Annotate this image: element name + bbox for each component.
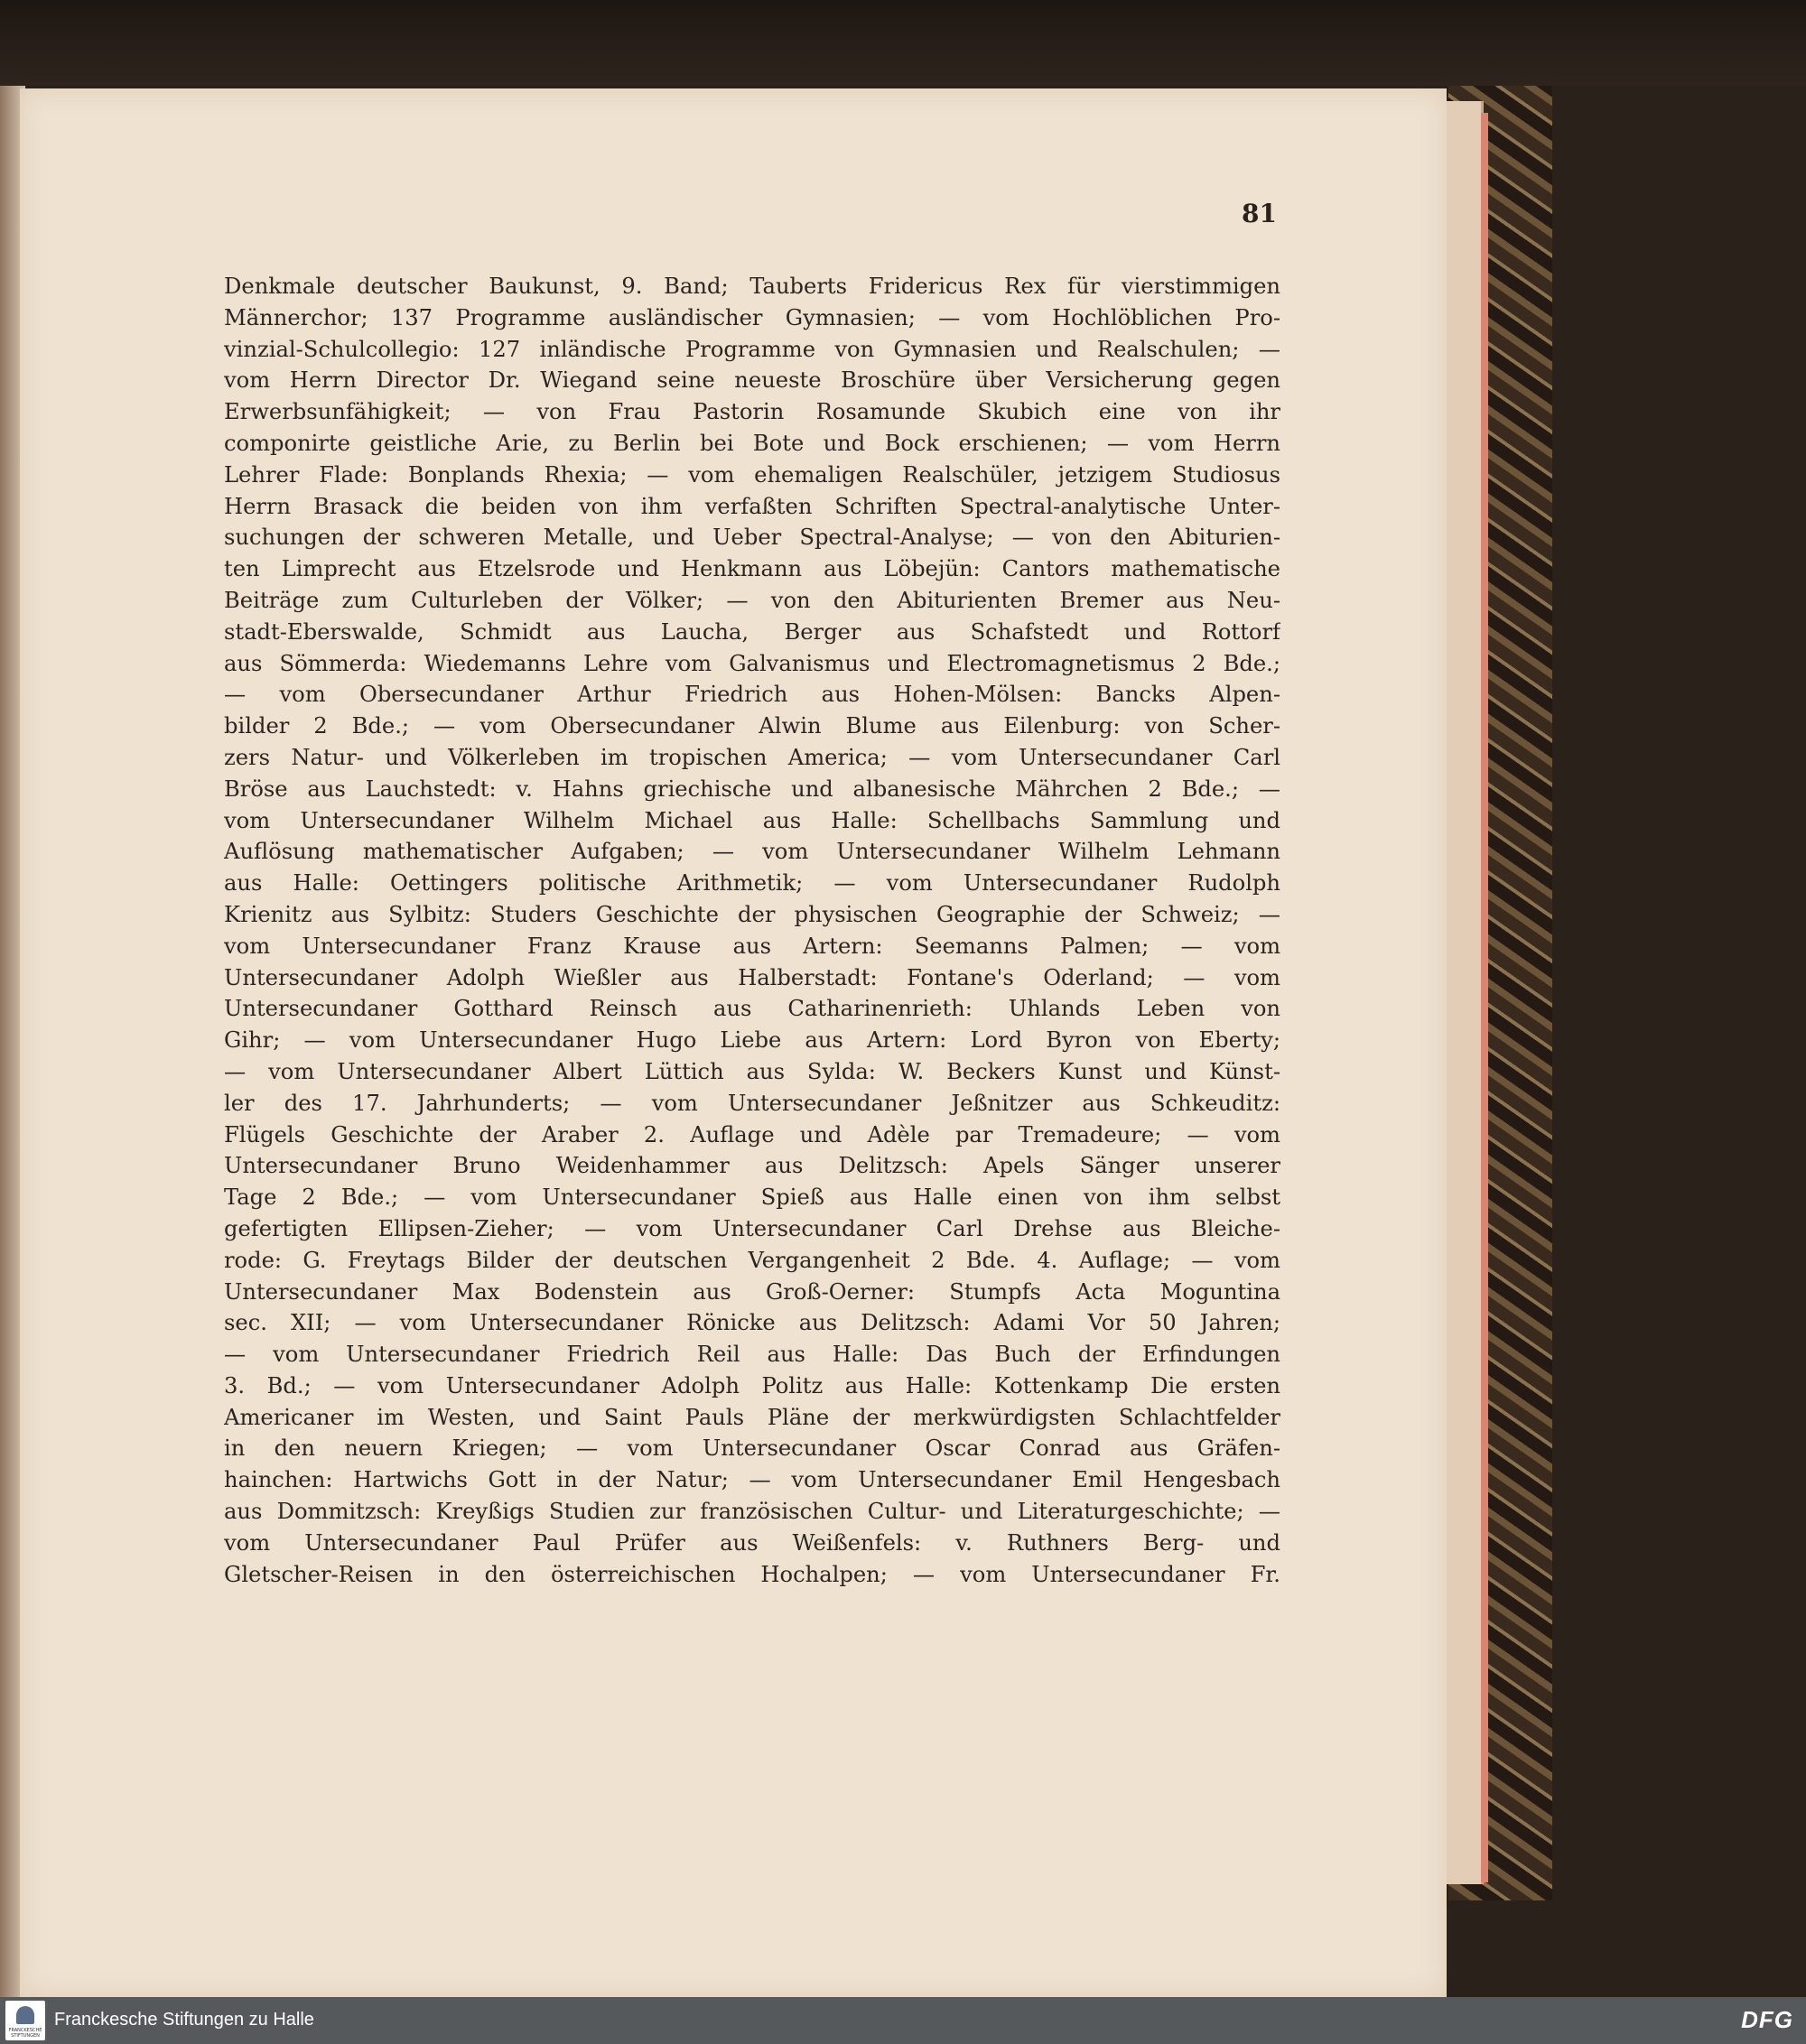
footer-title[interactable]: Franckesche Stiftungen zu Halle — [54, 2010, 314, 2030]
text-line: aus Halle: Oettingers politische Arithmetik; — vom Untersecundaner Rudolph — [224, 870, 1280, 897]
text-line: componirte geistliche Arie, zu Berlin bei Bote und Bock erschienen; — vom Herrn — [224, 430, 1280, 456]
text-line: Bröse aus Lauchstedt: v. Hahns griechische und albanesische Mährchen 2 Bde.; — — [224, 776, 1280, 802]
text-line: Untersecundaner Max Bodenstein aus Groß-Oerner: Stumpfs Acta Moguntina — [224, 1278, 1280, 1305]
text-line: ten Limprecht aus Etzelsrode und Henkmann aus Löbejün: Cantors mathematische — [224, 556, 1280, 582]
footer-bar — [0, 1997, 1806, 2044]
text-line: zers Natur- und Völkerleben im tropischen America; — vom Untersecundaner Carl — [224, 744, 1280, 770]
text-line: Gletscher-Reisen in den österreichischen Hochalpen; — vom Untersecundaner Fr. — [224, 1561, 1280, 1587]
text-line: Flügels Geschichte der Araber 2. Auflage und Adèle par Tremadeure; — vom — [224, 1121, 1280, 1147]
text-line: vom Untersecundaner Wilhelm Michael aus Halle: Schellbachs Sammlung und — [224, 807, 1280, 833]
text-line: Americaner im Westen, und Saint Pauls Pläne der merkwürdigsten Schlachtfelder — [224, 1404, 1280, 1430]
text-line: — vom Obersecundaner Arthur Friedrich aus Hohen-Mölsen: Bancks Alpen- — [224, 682, 1280, 708]
logo-caption: FRANCKESCHE STIFTUNGEN — [8, 2028, 42, 2039]
text-line: ler des 17. Jahrhunderts; — vom Untersecundaner Jeßnitzer aus Schkeuditz: — [224, 1090, 1280, 1116]
page-number: 81 — [1242, 199, 1277, 228]
text-line: Männerchor; 137 Programme ausländischer Gymnasien; — vom Hochlöblichen Pro- — [224, 304, 1280, 330]
text-line: rode: G. Freytags Bilder der deutschen Vergangenheit 2 Bde. 4. Auflage; — vom — [224, 1247, 1280, 1273]
text-line: 3. Bd.; — vom Untersecundaner Adolph Politz aus Halle: Kottenkamp Die ersten — [224, 1372, 1280, 1398]
text-line: vom Herrn Director Dr. Wiegand seine neueste Broschüre über Versicherung gegen — [224, 367, 1280, 394]
dfg-logo[interactable]: DFG — [1741, 2006, 1793, 2033]
text-line: Auflösung mathematischer Aufgaben; — vom Untersecundaner Wilhelm Lehmann — [224, 839, 1280, 865]
text-line: Tage 2 Bde.; — vom Untersecundaner Spieß aus Halle einen von ihm selbst — [224, 1185, 1280, 1211]
text-line: Gihr; — vom Untersecundaner Hugo Liebe aus Artern: Lord Byron von Eberty; — [224, 1027, 1280, 1054]
text-line: — vom Untersecundaner Friedrich Reil aus Halle: Das Buch der Erfindungen — [224, 1342, 1280, 1368]
franckesche-logo-icon[interactable] — [5, 2001, 45, 2040]
text-line: in den neuern Kriegen; — vom Untersecundaner Oscar Conrad aus Gräfen- — [224, 1435, 1280, 1462]
text-line: — vom Untersecundaner Albert Lüttich aus Sylda: W. Beckers Kunst und Künst- — [224, 1058, 1280, 1084]
red-page-edge — [1481, 113, 1488, 1882]
text-line: aus Dommitzsch: Kreyßigs Studien zur französischen Cultur- und Literaturgeschichte; — — [224, 1499, 1280, 1525]
page-body-text — [224, 271, 1280, 1590]
logo-mark-icon — [16, 2006, 34, 2024]
text-line: Erwerbsunfähigkeit; — von Frau Pastorin Rosamunde Skubich eine von ihr — [224, 399, 1280, 425]
text-line: suchungen der schweren Metalle, und Ueber Spectral-Analyse; — von den Abiturien- — [224, 525, 1280, 551]
text-line: Denkmale deutscher Baukunst, 9. Band; Tauberts Fridericus Rex für vierstimmigen — [224, 274, 1280, 299]
text-line: Untersecundaner Gotthard Reinsch aus Catharinenrieth: Uhlands Leben von — [224, 996, 1280, 1022]
text-line: Untersecundaner Bruno Weidenhammer aus Delitzsch: Apels Sänger unserer — [224, 1153, 1280, 1179]
scan-top-margin — [0, 0, 1806, 86]
text-line: Lehrer Flade: Bonplands Rhexia; — vom ehemaligen Realschüler, jetzigem Studiosus — [224, 461, 1280, 488]
text-line: Krienitz aus Sylbitz: Studers Geschichte der physischen Geographie der Schweiz; — — [224, 901, 1280, 927]
text-line: vom Untersecundaner Paul Prüfer aus Weißenfels: v. Ruthners Berg- und — [224, 1529, 1280, 1556]
text-line: aus Sömmerda: Wiedemanns Lehre vom Galvanismus und Electromagnetismus 2 Bde.; — [224, 650, 1280, 676]
text-line: vinzial-Schulcollegio: 127 inländische Programme von Gymnasien und Realschulen; — — [224, 336, 1280, 362]
text-line: stadt-Eberswalde, Schmidt aus Laucha, Berger aus Schafstedt und Rottorf — [224, 618, 1280, 645]
text-line: Herrn Brasack die beiden von ihm verfaßten Schriften Spectral-analytische Unter- — [224, 493, 1280, 519]
text-line: Beiträge zum Culturleben der Völker; — von den Abiturienten Bremer aus Neu- — [224, 587, 1280, 613]
text-line: bilder 2 Bde.; — vom Obersecundaner Alwin Blume aus Eilenburg: von Scher- — [224, 713, 1280, 739]
text-line: vom Untersecundaner Franz Krause aus Artern: Seemanns Palmen; — vom — [224, 933, 1280, 959]
text-line: gefertigten Ellipsen-Zieher; — vom Untersecundaner Carl Drehse aus Bleiche- — [224, 1215, 1280, 1241]
text-line: hainchen: Hartwichs Gott in der Natur; — vom Untersecundaner Emil Hengesbach — [224, 1467, 1280, 1493]
text-line: Untersecundaner Adolph Wießler aus Halberstadt: Fontane's Oderland; — vom — [224, 964, 1280, 990]
text-line: sec. XII; — vom Untersecundaner Rönicke aus Delitzsch: Adami Vor 50 Jahren; — [224, 1310, 1280, 1336]
